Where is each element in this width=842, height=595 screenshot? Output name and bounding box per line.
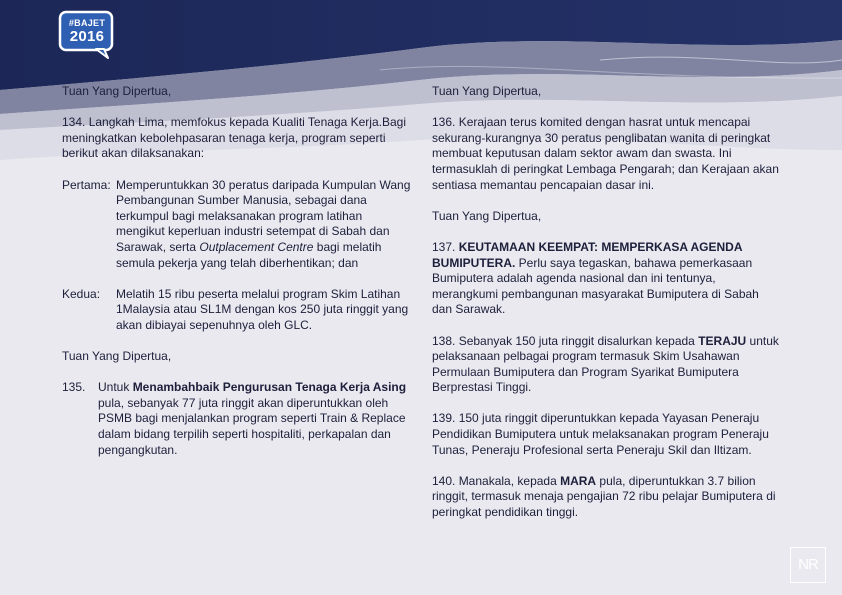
item-text — [116, 178, 412, 272]
paragraph-136: 136. Kerajaan terus komited dengan hasrat untuk mencapai sekurang-kurangnya 30 peratus penglibatan wanita di peringkat membuat keputusan dalam sektor awam dan swasta. Ini termasuklah di peringkat Lembaga Pengarah; dan Kerajaan akan sentiasa memantau pencapaian dasar ini. — [432, 115, 779, 192]
paragraph-138 — [432, 334, 782, 396]
bold-heading: KEUTAMAAN KEEMPAT: MEMPERKASA AGENDA BUMIPUTERA. — [432, 239, 743, 270]
watermark-logo: NR — [790, 547, 826, 583]
greeting: Tuan Yang Dipertua, — [62, 349, 172, 364]
bold-term: MARA — [560, 473, 597, 488]
item-text-part: bagi melatih semula pekerja yang telah diberhentikan; dan — [116, 239, 382, 270]
logo-hashtag: #BAJET — [68, 18, 106, 28]
item-pertama — [62, 178, 412, 287]
bold-term: Menambahbaik Pengurusan Tenaga Kerja Asing — [132, 380, 407, 395]
text-part: pula, sebanyak 77 juta ringgit akan diperuntukkan oleh PSMB bagi menjalankan program seperti Train & Replace dalam bidang terpilih seperti hospitaliti, perkapalan dan pengangkutan. — [98, 395, 406, 457]
item-label: Kedua: — [62, 286, 101, 301]
text-part: Perlu saya tegaskan, bahawa pemerkasaan Bumiputera adalah agenda nasional dan ini tentunya, merangkumi pembangunan masyarakat Bumiputera di Sabah dan Sarawak. — [432, 255, 759, 317]
text-part: Untuk — [98, 380, 133, 395]
budget-2016-logo — [58, 10, 116, 60]
text-part: pula, diperuntukkan 3.7 bilion ringgit, termasuk menaja pengajian 72 ribu pelajar Bumiputera di peringkat pendidikan tinggi. — [432, 473, 776, 520]
italic-term: Outplacement Centre — [199, 239, 314, 254]
logo-year: 2016 — [69, 28, 105, 45]
paragraph-134: 134. Langkah Lima, memfokus kepada Kualiti Tenaga Kerja.Bagi meningkatkan kebolehpasaran tenaga kerja, program seperti berikut akan dilaksanakan: — [62, 115, 406, 161]
text-part: 138. Sebanyak 150 juta ringgit disalurkan kepada — [432, 333, 699, 348]
greeting: Tuan Yang Dipertua, — [432, 84, 542, 98]
paragraph-text — [98, 380, 412, 458]
paragraph-number: 137. — [432, 239, 459, 254]
greeting: Tuan Yang Dipertua, — [62, 84, 172, 98]
paragraph-139: 139. 150 juta ringgit diperuntukkan kepada Yayasan Peneraju Pendidikan Bumiputera untuk melaksanakan program Peneraju Tunas, Peneraju Profesional serta Peneraju Skil dan Iltizam. — [432, 411, 769, 457]
paragraph-135 — [62, 380, 412, 474]
left-column — [62, 84, 412, 474]
item-label: Pertama: — [62, 177, 111, 192]
greeting: Tuan Yang Dipertua, — [432, 208, 542, 223]
item-text: Melatih 15 ribu peserta melalui program Skim Latihan 1Malaysia atau SL1M dengan kos 250 juta ringgit yang akan dibiayai sepenuhnya oleh GLC. — [116, 286, 409, 332]
paragraph-140 — [432, 474, 782, 521]
text-part: untuk pelaksanaan pelbagai program termasuk Skim Usahawan Permulaan Bumiputera dan Program Syarikat Bumiputera Berprestasi Tinggi. — [432, 333, 779, 395]
right-column — [432, 84, 782, 536]
item-text-part: Memperuntukkan 30 peratus daripada Kumpulan Wang Pembangunan Sumber Manusia, sebagai dana terkumpul bagi melaksanakan program latihan mengikut keperluan industri setempat di Sabah dan Sarawak, serta — [116, 177, 411, 254]
paragraph-137 — [432, 240, 782, 318]
text-part: 140. Manakala, kepada — [432, 473, 561, 488]
item-kedua — [62, 287, 412, 349]
bold-term: TERAJU — [698, 333, 747, 348]
paragraph-number: 135. — [62, 380, 86, 395]
